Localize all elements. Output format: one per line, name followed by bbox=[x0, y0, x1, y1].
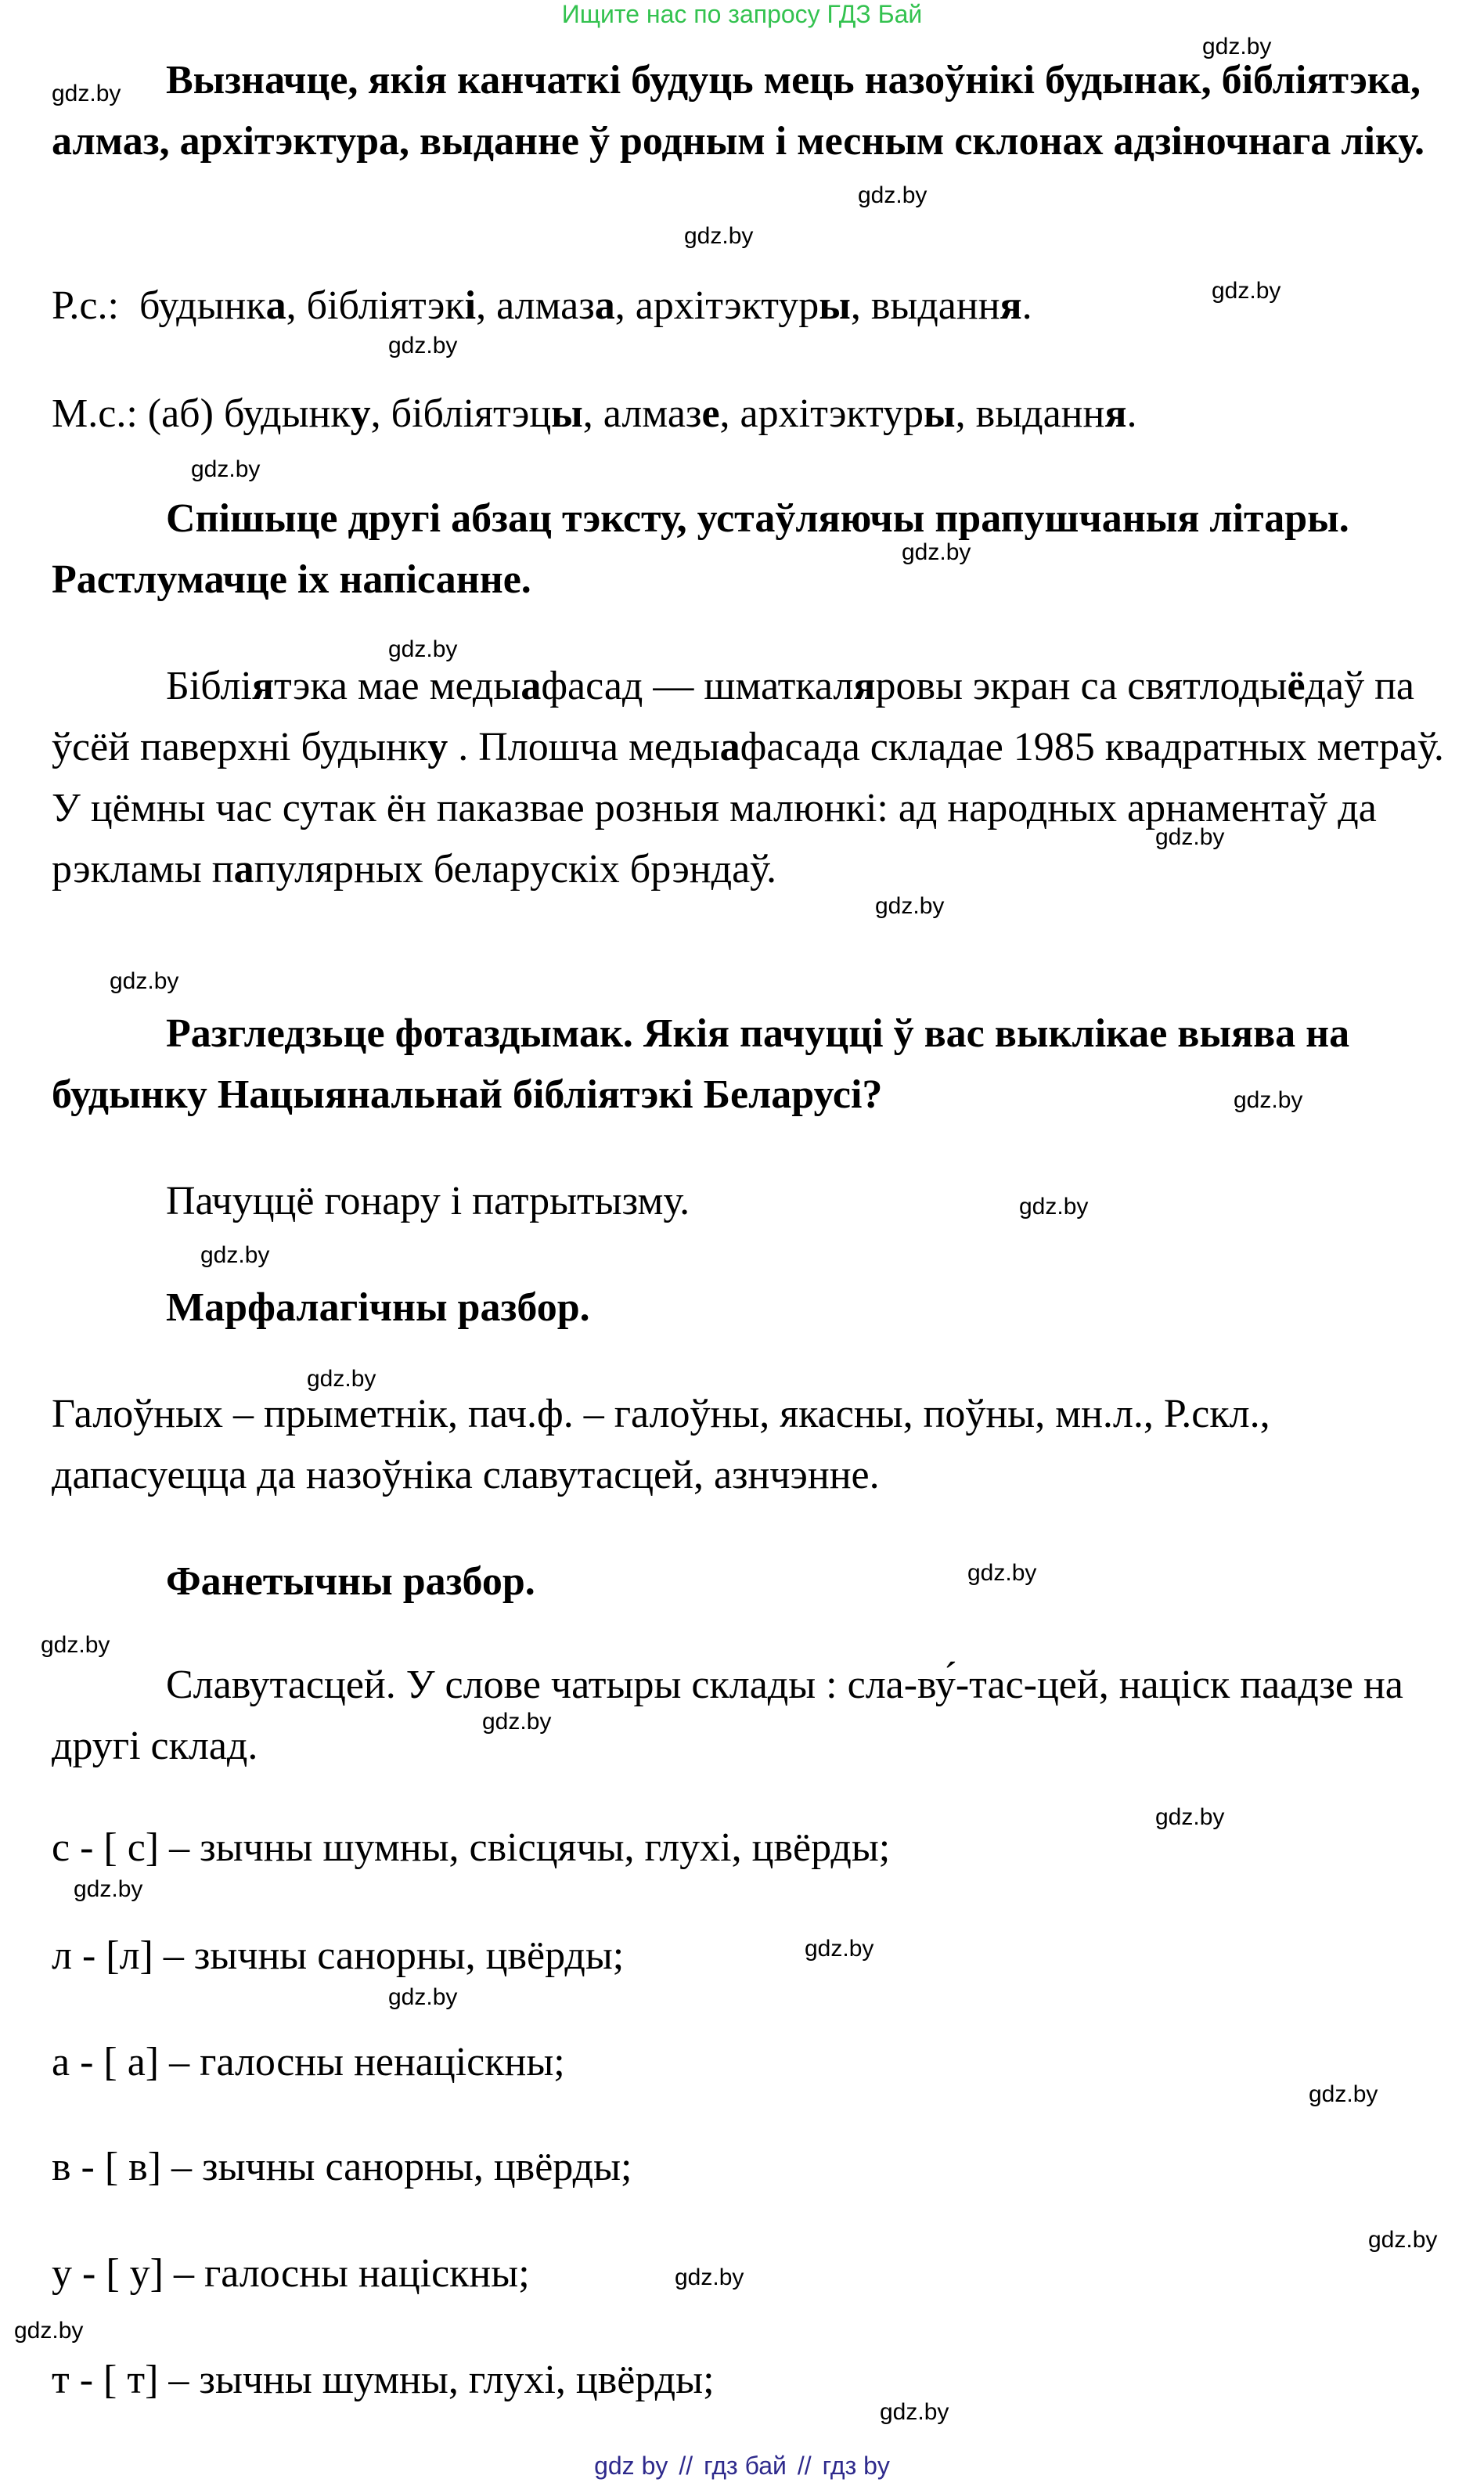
watermark: gdz.by bbox=[875, 893, 945, 919]
word-stem: выданн bbox=[975, 391, 1105, 436]
locative-label: М.с.: (аб) bbox=[52, 391, 214, 436]
word-ending: я bbox=[1000, 283, 1022, 328]
watermark: gdz.by bbox=[805, 1936, 874, 1962]
word-ending: а bbox=[594, 283, 615, 328]
watermark: gdz.by bbox=[1212, 278, 1281, 304]
task2-text bbox=[52, 656, 1453, 900]
watermark: gdz.by bbox=[880, 2399, 949, 2425]
watermark: gdz.by bbox=[1202, 34, 1272, 59]
word-punct: , bbox=[614, 283, 636, 328]
task5-heading: Фанетычны разбор. bbox=[166, 1559, 535, 1604]
watermark: gdz.by bbox=[388, 1984, 458, 2010]
text-segment: . Плошча меды bbox=[448, 725, 720, 769]
watermark: gdz.by bbox=[200, 1242, 270, 1268]
watermark: gdz.by bbox=[1155, 824, 1225, 850]
word-stem: бібліятэц bbox=[391, 391, 552, 436]
task4-heading: Марфалагічны разбор. bbox=[166, 1285, 590, 1330]
genitive-words bbox=[139, 283, 1032, 328]
inserted-letter: я bbox=[251, 664, 275, 708]
word-ending: ы bbox=[819, 283, 851, 328]
watermark: gdz.by bbox=[307, 1366, 376, 1392]
word-ending: а bbox=[265, 283, 286, 328]
watermark: gdz.by bbox=[967, 1560, 1037, 1586]
watermark: gdz.by bbox=[482, 1709, 552, 1735]
sound-line: л - [л] – зычны санорны, цвёрды; bbox=[52, 1933, 625, 1978]
footer-link[interactable]: gdz by bbox=[594, 2452, 668, 2480]
footer-links bbox=[0, 2450, 1484, 2481]
word-stem: будынк bbox=[223, 391, 351, 436]
word-stem: алмаз bbox=[496, 283, 595, 328]
word-punct: , bbox=[582, 391, 603, 436]
task3-heading: Разгледзьце фотаздымак. Якія пачуцці ў вас выклікае выява на будынку Нацыянальнай бібліятэкі Беларусі? bbox=[52, 1011, 1350, 1117]
word-stem: выданн bbox=[870, 283, 1000, 328]
task4-text: Галоўных – прыметнік, пач.ф. – галоўны, якасны, поўны, мн.л., Р.скл., дапасуецца да назоўніка славутасцей, азнчэнне. bbox=[52, 1392, 1270, 1497]
watermark: gdz.by bbox=[191, 456, 261, 482]
watermark: gdz.by bbox=[41, 1632, 110, 1658]
watermark: gdz.by bbox=[388, 636, 458, 662]
footer-link[interactable]: гдз by bbox=[822, 2452, 890, 2480]
word-stem: архітэктур bbox=[740, 391, 924, 436]
sound-line: с - [ с] – зычны шумны, свісцячы, глухі, цвёрды; bbox=[52, 1825, 891, 1870]
text-segment: фасада складае 1985 квадратных метраў. У цёмны час сутак ён паказвае розныя малюнкі: ад народных арнаментаў да рэкламы п bbox=[52, 725, 1444, 892]
word-punct: . bbox=[1126, 391, 1137, 436]
task2-heading: Спішыце другі абзац тэксту, устаўляючы прапушчаныя літары. Растлумачце іх напісанне. bbox=[52, 496, 1349, 602]
word-punct: , bbox=[850, 283, 871, 328]
word-ending: у bbox=[350, 391, 371, 436]
word-punct: , bbox=[955, 391, 976, 436]
header-search-link[interactable]: Ищите нас по запросу ГДЗ Бай bbox=[561, 0, 923, 28]
sound-line: у - [ у] – галосны націскны; bbox=[52, 2251, 530, 2296]
watermark: gdz.by bbox=[1368, 2227, 1438, 2253]
watermark: gdz.by bbox=[52, 81, 121, 106]
text-segment: даў па ўсёй паверхні будынк bbox=[52, 664, 1414, 769]
footer-link[interactable]: гдз бай bbox=[704, 2452, 787, 2480]
task1-locative-line bbox=[52, 384, 1136, 445]
watermark: gdz.by bbox=[858, 182, 928, 208]
watermark: gdz.by bbox=[1155, 1804, 1225, 1830]
footer-separator: // bbox=[679, 2452, 693, 2480]
inserted-letter: а bbox=[520, 664, 542, 708]
locative-words bbox=[224, 391, 1137, 436]
watermark: gdz.by bbox=[1234, 1087, 1303, 1113]
word-stem: будынк bbox=[139, 283, 266, 328]
footer-separator: // bbox=[797, 2452, 812, 2480]
word-ending: ы bbox=[924, 391, 956, 436]
word-stem: алмаз bbox=[603, 391, 702, 436]
task3-answer: Пачуццё гонару і патрытызму. bbox=[166, 1179, 690, 1223]
word-punct: , bbox=[286, 283, 307, 328]
watermark: gdz.by bbox=[74, 1876, 143, 1902]
sound-line: в - [ в] – зычны санорны, цвёрды; bbox=[52, 2145, 632, 2189]
watermark: gdz.by bbox=[110, 968, 179, 994]
word-punct: , bbox=[719, 391, 740, 436]
word-ending: ы bbox=[551, 391, 583, 436]
genitive-label: Р.с.: bbox=[52, 283, 119, 328]
watermark: gdz.by bbox=[902, 539, 971, 565]
word-stem: бібліятэк bbox=[306, 283, 465, 328]
watermark: gdz.by bbox=[14, 2318, 84, 2344]
word-ending: я bbox=[1104, 391, 1127, 436]
word-stem: архітэктур bbox=[635, 283, 819, 328]
sound-line: т - [ т] – зычны шумны, глухі, цвёрды; bbox=[52, 2358, 715, 2402]
text-segment: Біблі bbox=[166, 664, 252, 708]
word-punct: , bbox=[476, 283, 497, 328]
word-ending: і bbox=[464, 283, 477, 328]
sound-line: а - [ а] – галосны ненаціскны; bbox=[52, 2040, 565, 2084]
task1-genitive-line bbox=[52, 276, 1032, 337]
word-punct: , bbox=[370, 391, 391, 436]
watermark: gdz.by bbox=[675, 2264, 744, 2290]
task1-heading: Вызначце, якія канчаткі будуць мець назоўнікі будынак, бібліятэка, алмаз, архітэктура, выданне ў родным і месным склонах адзіночнага ліку. bbox=[52, 58, 1425, 164]
text-segment: пулярных беларускіх брэндаў. bbox=[254, 847, 776, 892]
watermark: gdz.by bbox=[684, 223, 754, 249]
word-ending: е bbox=[701, 391, 720, 436]
text-segment: фасад — шматкал bbox=[541, 664, 854, 708]
text-segment: тэка мае меды bbox=[274, 664, 521, 708]
text-segment: ровы экран са святлоды bbox=[875, 664, 1288, 708]
inserted-letter: ё bbox=[1287, 664, 1306, 708]
inserted-letter: а bbox=[233, 847, 254, 892]
inserted-letter: я bbox=[853, 664, 876, 708]
inserted-letter: а bbox=[719, 725, 740, 769]
watermark: gdz.by bbox=[1309, 2081, 1378, 2107]
task5-intro: Славутасцей. У слове чатыры склады : сла-ву́-тас-цей, націск паадзе на другі склад. bbox=[52, 1663, 1403, 1768]
watermark: gdz.by bbox=[1019, 1194, 1089, 1220]
word-punct: . bbox=[1021, 283, 1032, 328]
watermark: gdz.by bbox=[388, 333, 458, 358]
inserted-letter: у bbox=[427, 725, 448, 769]
